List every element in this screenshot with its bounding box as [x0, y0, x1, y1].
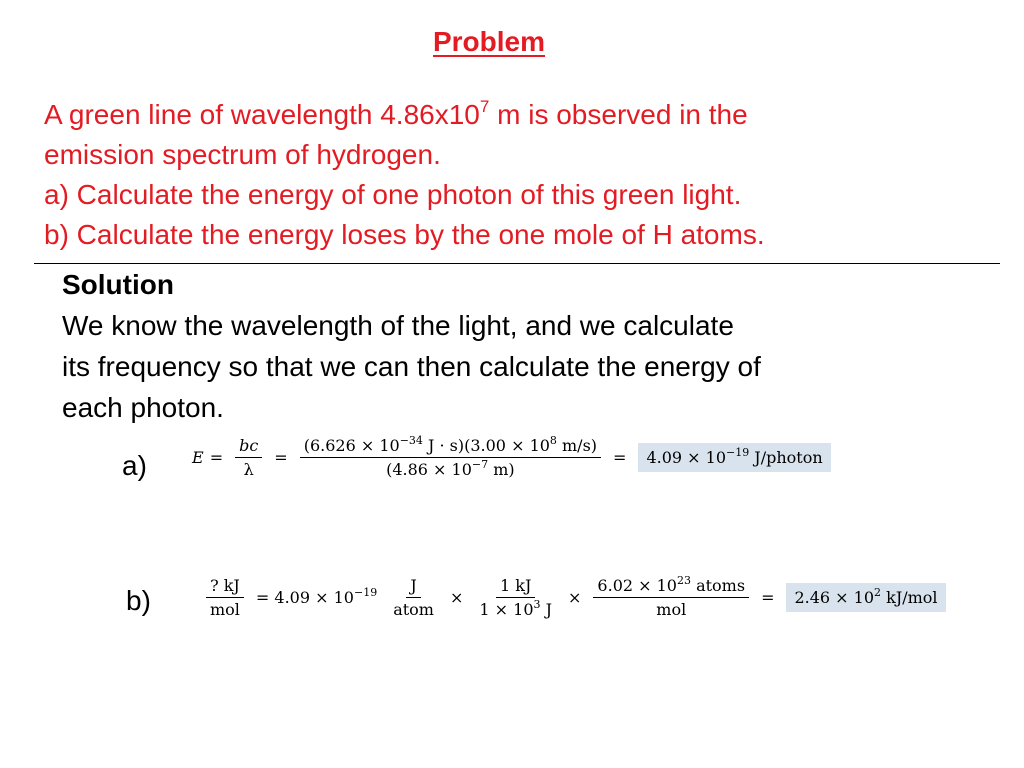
- solution-heading: Solution: [62, 269, 174, 300]
- answer-b-highlight: $2.46 \times 10^2$ kJ/mol: [786, 583, 945, 612]
- wavelength-exponent: 7: [479, 97, 490, 116]
- problem-line-2: emission spectrum of hydrogen.: [44, 139, 441, 170]
- solution-section: [62, 264, 962, 428]
- fraction-kj-conversion: $\frac{1 kJ}{1 \times 10^3 J}$: [479, 576, 553, 619]
- problem-line-1: A green line of wavelength $4.86x10^7$ m is observed in the: [44, 97, 748, 130]
- fraction-bc-over-lambda: $\frac{bc}{\lambda}$: [235, 436, 262, 479]
- equation-b: $\frac{? kJ}{\text{mol}}$ = $4.09 \times 10^{-19}$ $\frac{J}{\text{atom}}$ × $\frac{1 kJ}{1 \times 10^3 J}$ × $\frac{6.02 \times 10^{23} atoms}{\text{mol}}$ = $2.46 \times 10^2$ kJ/mol: [200, 576, 946, 619]
- part-a-label: a): [122, 450, 147, 481]
- fraction-kj-per-mol: $\frac{? kJ}{\text{mol}}$: [206, 576, 244, 619]
- fraction-j-per-atom: $\frac{J}{\text{atom}}$: [393, 576, 434, 619]
- answer-a-highlight: $4.09 \times 10^{-19}$ J/photon: [638, 443, 830, 472]
- fraction-hc-values: $\frac{(6.626 \times 10^{-34} J \cdot s)(3.00 \times 10^8 m/s)}{(4.86 \times 10^{-7} m)}$: [300, 436, 601, 479]
- fraction-avogadro: $\frac{6.02 \times 10^{23} atoms}{\text{mol}}$: [593, 576, 749, 619]
- solution-line-2: its frequency so that we can then calculate the energy of: [62, 351, 761, 382]
- problem-line-3: a) Calculate the energy of one photon of this green light.: [44, 179, 742, 210]
- problem-title: Problem: [432, 26, 546, 57]
- energy-symbol: E: [192, 448, 204, 467]
- solution-line-3: each photon.: [62, 392, 224, 423]
- problem-statement: [44, 95, 1004, 255]
- equation-a: E = $\frac{bc}{\lambda}$ = $\frac{(6.626 \times 10^{-34} J \cdot s)(3.00 \times 10^8 m/s)}{(4.86 \times 10^{-7} m)}$ = $4.09 \times 10^{-19}$ J/photon: [192, 436, 831, 479]
- solution-line-1: We know the wavelength of the light, and we calculate: [62, 310, 734, 341]
- problem-line-4: b) Calculate the energy loses by the one mole of H atoms.: [44, 219, 765, 250]
- part-b-label: b): [126, 585, 151, 616]
